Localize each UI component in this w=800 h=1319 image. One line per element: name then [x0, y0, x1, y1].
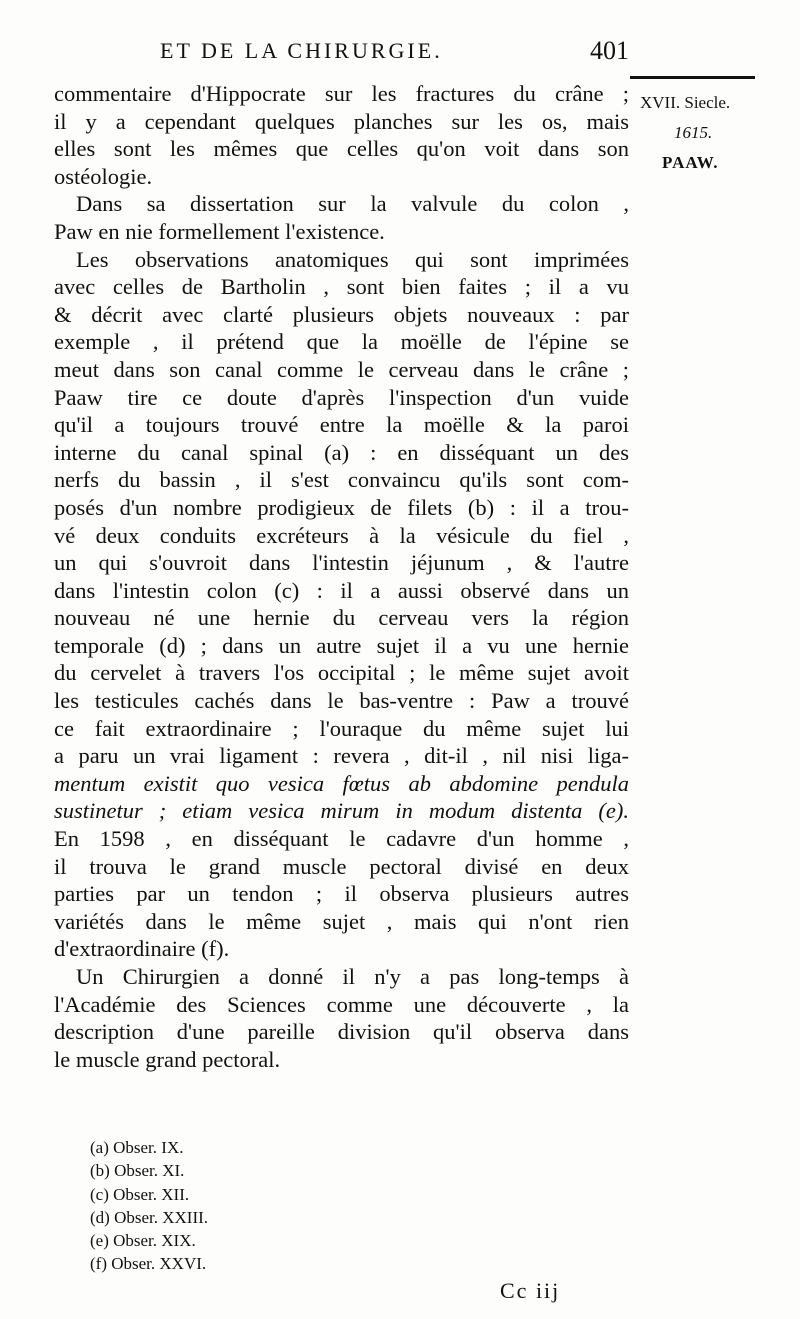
text-line: elles sont les mêmes que celles qu'on voit dans son [54, 136, 629, 162]
text-line: d'extraordinaire (f). [54, 936, 230, 962]
paragraph-1 [54, 80, 629, 190]
text-line: l'Académie des Sciences comme une découverte , la [54, 991, 629, 1017]
text-line: variétés dans le même sujet , mais qui n'ont rien [54, 908, 629, 934]
margin-year: 1615. [674, 123, 713, 142]
running-head: ET DE LA CHIRURGIE. [160, 38, 443, 63]
text-line: exemple , il prétend que la moëlle de l'épine se [54, 329, 629, 355]
text-line: interne du canal spinal (a) : en disséquant un des [54, 439, 629, 465]
text-line-latin: mentum existit quo vesica fœtus ab abdomine pendula [54, 770, 629, 796]
text-line: avec celles de Bartholin , sont bien faites ; il a vu [54, 274, 629, 300]
text-line: qu'il a toujours trouvé entre la moëlle & la paroi [54, 412, 629, 438]
text-line: nerfs du bassin , il s'est convaincu qu'ils sont com- [54, 467, 629, 493]
margin-rule [630, 76, 755, 79]
text-line: a paru un vrai ligament : revera , dit-il , nil nisi liga- [54, 743, 629, 769]
paragraph-3 [54, 246, 629, 963]
text-line: le muscle grand pectoral. [54, 1046, 281, 1072]
text-line: ostéologie. [54, 163, 153, 189]
footnote: (f) Obser. XXVI. [90, 1254, 207, 1274]
footnote: (e) Obser. XIX. [90, 1231, 196, 1251]
footnote: (c) Obser. XII. [90, 1184, 190, 1204]
text-line: un qui s'ouvroit dans l'intestin jéjunum , & l'autre [54, 550, 629, 576]
text-line: description d'une pareille division qu'il observa dans [54, 1019, 629, 1045]
text-line: parties par un tendon ; il observa plusieurs autres [54, 881, 629, 907]
text-line: & décrit avec clarté plusieurs objets nouveaux : par [54, 301, 629, 327]
margin-author: PAAW. [662, 153, 719, 172]
text-line: Paw en nie formellement l'existence. [54, 218, 385, 244]
signature-mark: Cc iij [500, 1278, 561, 1303]
margin-century: XVII. Siecle. [640, 93, 731, 112]
text-line: Dans sa dissertation sur la valvule du colon , [76, 191, 629, 217]
body-text [54, 80, 629, 1073]
text-line: les testicules cachés dans le bas-ventre : Paw a trouvé [54, 688, 629, 714]
text-line: vé deux conduits excréteurs à la vésicule du fiel , [54, 522, 629, 548]
paragraph-2 [54, 190, 629, 245]
footnotes [90, 1136, 208, 1276]
text-line: commentaire d'Hippocrate sur les fractures du crâne ; [54, 81, 629, 106]
text-line: ce fait extraordinaire ; l'ouraque du même sujet lui [54, 715, 629, 741]
text-line: Les observations anatomiques qui sont imprimées [76, 246, 629, 272]
margin-notes [640, 88, 770, 178]
text-line: il trouva le grand muscle pectoral divisé en deux [54, 853, 629, 879]
text-line: Un Chirurgien a donné il n'y a pas long-temps à [76, 964, 629, 989]
footnote: (b) Obser. XI. [90, 1161, 185, 1181]
text-line: dans l'intestin colon (c) : il a aussi observé dans un [54, 577, 629, 603]
text-line-latin: sustinetur ; etiam vesica mirum in modum distenta (e). [54, 798, 629, 824]
text-line: temporale (d) ; dans un autre sujet il a vu une hernie [54, 632, 629, 658]
text-line: du cervelet à travers l'os occipital ; le même sujet avoit [54, 660, 629, 686]
footnote: (a) Obser. IX. [90, 1138, 184, 1157]
footnote: (d) Obser. XXIII. [90, 1207, 209, 1227]
text-line: nouveau né une hernie du cerveau vers la région [54, 605, 629, 631]
text-line: il y a cependant quelques planches sur les os, mais [54, 108, 629, 134]
text-line: meut dans son canal comme le cerveau dans le crâne ; [54, 356, 629, 382]
text-line: posés d'un nombre prodigieux de filets (b) : il a trou- [54, 494, 629, 520]
text-line: En 1598 , en disséquant le cadavre d'un homme , [54, 826, 629, 852]
paragraph-4 [54, 963, 629, 1073]
text-line: Paaw tire ce doute d'après l'inspection d'un vuide [54, 384, 629, 410]
page-number: 401 [590, 36, 629, 65]
